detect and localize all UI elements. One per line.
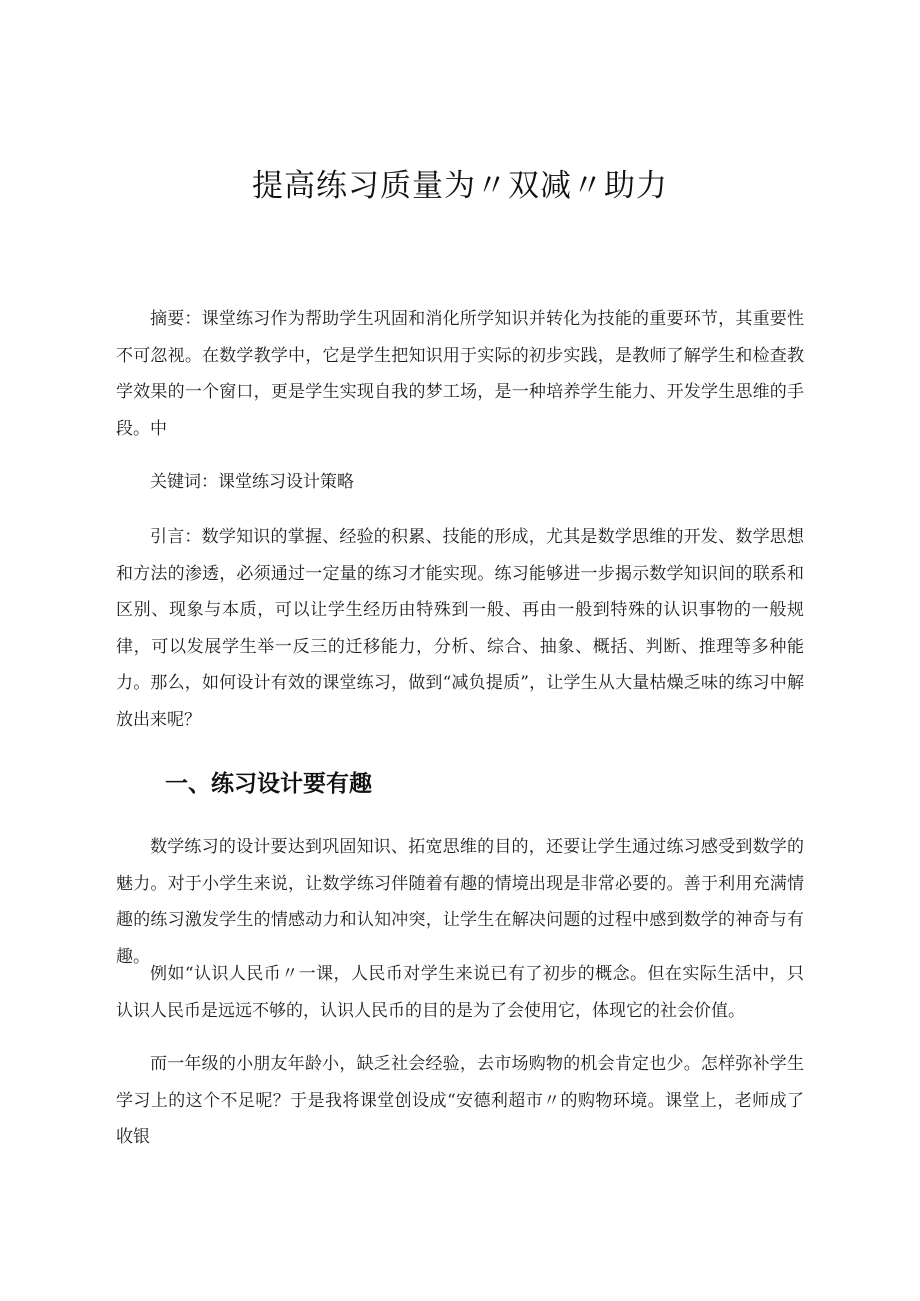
introduction-paragraph: 引言：数学知识的掌握、经验的积累、技能的形成，尤其是数学思维的开发、数学思想和方法的渗透，必须通过一定量的练习才能实现。练习能够进一步揭示数学知识间的联系和区别、现象与本质，可以让学生经历由特殊到一般、再由一般到特殊的认识事物的一般规律，可以发展学生举一反三的迁移能力，分析、综合、抽象、概括、判断、推理等多种能力。那么，如何设计有效的课堂练习，做到“减负提质”，让学生从大量枯燥乏味的练习中解放出来呢？ [116, 527, 804, 730]
body-paragraph: 而一年级的小朋友年龄小，缺乏社会经验，去市场购物的机会肯定也少。怎样弥补学生学习上的这个不足呢？于是我将课堂创设成“安德利超市〃的购物环境。课堂上，老师成了收银 [116, 1054, 804, 1147]
abstract-paragraph: 摘要：课堂练习作为帮助学生巩固和消化所学知识并转化为技能的重要环节，其重要性不可忽视。在数学教学中，它是学生把知识用于实际的初步实践，是教师了解学生和检查教学效果的一个窗口，更是学生实现自我的梦工场，是一种培养学生能力、开发学生思维的手段。中 [116, 309, 804, 439]
document-title: 提高练习质量为〃双减〃助力 [252, 168, 668, 204]
section-heading: 一、练习设计要有趣 [165, 770, 372, 797]
body-paragraph: 例如“认识人民币〃一课，人民币对学生来说已有了初步的概念。但在实际生活中，只认识人民币是远远不够的，认识人民币的目的是为了会使用它，体现它的社会价值。 [116, 964, 804, 1021]
body-paragraph: 数学练习的设计要达到巩固知识、拓宽思维的目的，还要让学生通过练习感受到数学的魅力。对于小学生来说，让数学练习伴随着有趣的情境出现是非常必要的。善于利用充满情趣的练习激发学生的情感动力和认知冲突，让学生在解决问题的过程中感到数学的神奇与有趣。 [116, 837, 804, 967]
keywords-paragraph: 关键词：课堂练习设计策略 [150, 472, 354, 492]
